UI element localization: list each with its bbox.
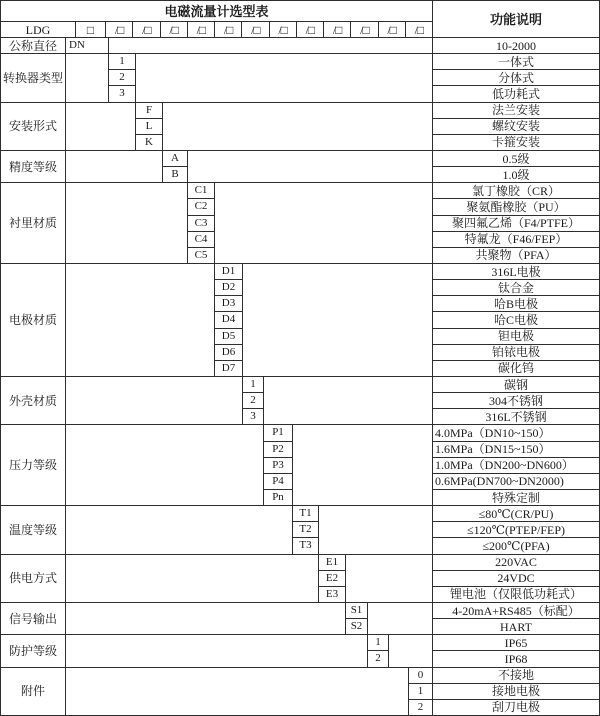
function-cell: 1.0MPa（DN200~DN600）	[433, 458, 600, 474]
model-slot: /□	[270, 22, 297, 37]
code-cell: P3	[264, 458, 293, 474]
empty-cell	[66, 603, 346, 635]
empty-cell	[188, 151, 433, 183]
code-cell: D6	[215, 345, 243, 361]
empty-cell	[109, 38, 433, 54]
section-label: 转换器类型	[1, 54, 66, 102]
code-cell: 2	[109, 70, 136, 86]
function-cell: 钛合金	[433, 280, 600, 296]
code-cell: 1	[243, 377, 264, 393]
code-cell: 1	[409, 684, 433, 700]
code-cell: T2	[293, 522, 319, 538]
empty-cell	[66, 103, 136, 151]
empty-cell	[66, 668, 409, 716]
model-slot: /□	[188, 22, 215, 37]
function-cell: HART	[433, 619, 600, 635]
function-cell: 铂铱电极	[433, 345, 600, 361]
model-slot: /□	[161, 22, 188, 37]
code-cell: 0	[409, 668, 433, 684]
function-cell: 1.6MPa（DN15~150）	[433, 442, 600, 458]
empty-cell	[66, 377, 243, 425]
function-cell: IP68	[433, 651, 600, 667]
code-cell: C3	[188, 216, 215, 232]
code-cell: C4	[188, 232, 215, 248]
empty-cell	[136, 54, 433, 102]
empty-cell	[66, 425, 264, 506]
model-slot: /□	[215, 22, 242, 37]
code-cell: D2	[215, 280, 243, 296]
section-label: 附件	[1, 668, 66, 716]
function-cell: 304不锈钢	[433, 393, 600, 409]
section-label: 供电方式	[1, 555, 66, 603]
code-cell: 3	[243, 409, 264, 425]
section-label: 安装形式	[1, 103, 66, 151]
function-cell: 锂电池（仅限低功耗式）	[433, 587, 600, 603]
code-cell: 2	[409, 700, 433, 716]
function-cell: 碳钢	[433, 377, 600, 393]
code-cell: D3	[215, 296, 243, 312]
empty-cell	[215, 183, 433, 264]
empty-cell	[293, 425, 433, 506]
function-cell: 0.6MPa(DN700~DN2000)	[433, 474, 600, 490]
function-cell: 0.5级	[433, 151, 600, 167]
empty-cell	[66, 506, 293, 554]
code-cell: 1	[368, 635, 389, 651]
empty-cell	[66, 151, 163, 183]
function-cell: 1.0级	[433, 167, 600, 183]
empty-cell	[163, 103, 433, 151]
empty-cell	[346, 555, 433, 603]
function-cell: 4-20mA+RS485（标配）	[433, 603, 600, 619]
function-cell: 特殊定制	[433, 490, 600, 506]
section-label: 防护等级	[1, 635, 66, 667]
code-cell: A	[163, 151, 188, 167]
model-code-row	[1, 22, 433, 38]
function-cell: 接地电极	[433, 684, 600, 700]
code-cell: P1	[264, 425, 293, 441]
empty-cell	[66, 264, 215, 377]
function-cell: 氯丁橡胶（CR）	[433, 183, 600, 199]
model-slot: /□	[106, 22, 133, 37]
code-cell: T3	[293, 538, 319, 554]
function-cell: 特氟龙（F46/FEP）	[433, 232, 600, 248]
code-cell: 2	[243, 393, 264, 409]
empty-cell	[389, 635, 433, 667]
model-slot: /□	[379, 22, 406, 37]
code-cell: K	[136, 135, 163, 151]
empty-cell	[66, 183, 188, 264]
function-cell: 4.0MPa（DN10~150）	[433, 425, 600, 441]
empty-cell	[66, 555, 319, 603]
function-cell: 卡箍安装	[433, 135, 600, 151]
function-cell: 钽电极	[433, 329, 600, 345]
model-slot: /□	[414, 22, 424, 37]
table-title: 电磁流量计选型表	[1, 1, 433, 22]
function-cell: 10-2000	[433, 38, 600, 54]
function-cell: 316L不锈钢	[433, 409, 600, 425]
code-cell: D4	[215, 312, 243, 328]
function-cell: 220VAC	[433, 555, 600, 571]
code-cell: B	[163, 167, 188, 183]
code-cell: DN	[66, 38, 109, 54]
function-cell: IP65	[433, 635, 600, 651]
function-cell: 分体式	[433, 70, 600, 86]
code-cell: S2	[346, 619, 368, 635]
code-cell: 2	[368, 651, 389, 667]
function-cell: 不接地	[433, 668, 600, 684]
empty-cell	[66, 635, 368, 667]
code-cell: T1	[293, 506, 319, 522]
model-slot: /□	[351, 22, 378, 37]
function-cell: 法兰安装	[433, 103, 600, 119]
function-cell: 聚氨酯橡胶（PU）	[433, 199, 600, 215]
function-cell: 螺纹安装	[433, 119, 600, 135]
model-slot: /□	[133, 22, 160, 37]
function-cell: ≤80℃(CR/PU)	[433, 506, 600, 522]
section-label: 精度等级	[1, 151, 66, 183]
function-cell: 316L电极	[433, 264, 600, 280]
empty-cell	[243, 264, 433, 377]
model-prefix-cell: LDG	[1, 22, 76, 37]
function-cell: 刮刀电极	[433, 700, 600, 716]
code-cell: E3	[319, 587, 346, 603]
code-cell: S1	[346, 603, 368, 619]
empty-cell	[319, 506, 433, 554]
function-cell: ≤200℃(PFA)	[433, 538, 600, 554]
empty-cell	[368, 603, 433, 635]
section-label: 信号输出	[1, 603, 66, 635]
function-cell: 碳化钨	[433, 361, 600, 377]
section-label: 压力等级	[1, 425, 66, 506]
code-cell: 1	[109, 54, 136, 70]
function-cell: 哈C电极	[433, 312, 600, 328]
model-slot: /□	[242, 22, 269, 37]
function-header: 功能说明	[433, 1, 600, 38]
empty-cell	[264, 377, 433, 425]
section-label: 电极材质	[1, 264, 66, 377]
function-cell: 哈B电极	[433, 296, 600, 312]
function-cell: ≤120℃(PTEP/FEP)	[433, 522, 600, 538]
function-cell: 聚四氟乙烯（F4/PTFE）	[433, 216, 600, 232]
code-cell: E2	[319, 571, 346, 587]
code-cell: L	[136, 119, 163, 135]
code-cell: D1	[215, 264, 243, 280]
code-cell: F	[136, 103, 163, 119]
function-cell: 24VDC	[433, 571, 600, 587]
empty-cell	[66, 54, 109, 102]
function-cell: 一体式	[433, 54, 600, 70]
function-cell: 低功耗式	[433, 86, 600, 102]
code-cell: P2	[264, 442, 293, 458]
code-cell: C5	[188, 248, 215, 264]
function-cell: 共聚物（PFA）	[433, 248, 600, 264]
section-label: 衬里材质	[1, 183, 66, 264]
code-cell: 3	[109, 86, 136, 102]
section-label: 公称直径	[1, 38, 66, 54]
code-cell: C1	[188, 183, 215, 199]
model-slot: /□	[324, 22, 351, 37]
code-cell: Pn	[264, 490, 293, 506]
code-cell: P4	[264, 474, 293, 490]
code-cell: D7	[215, 361, 243, 377]
model-digit-box: □	[76, 22, 106, 37]
code-cell: D5	[215, 329, 243, 345]
section-label: 外壳材质	[1, 377, 66, 425]
code-cell: E1	[319, 555, 346, 571]
section-label: 温度等级	[1, 506, 66, 554]
code-cell: C2	[188, 199, 215, 215]
model-slot: /□	[297, 22, 324, 37]
